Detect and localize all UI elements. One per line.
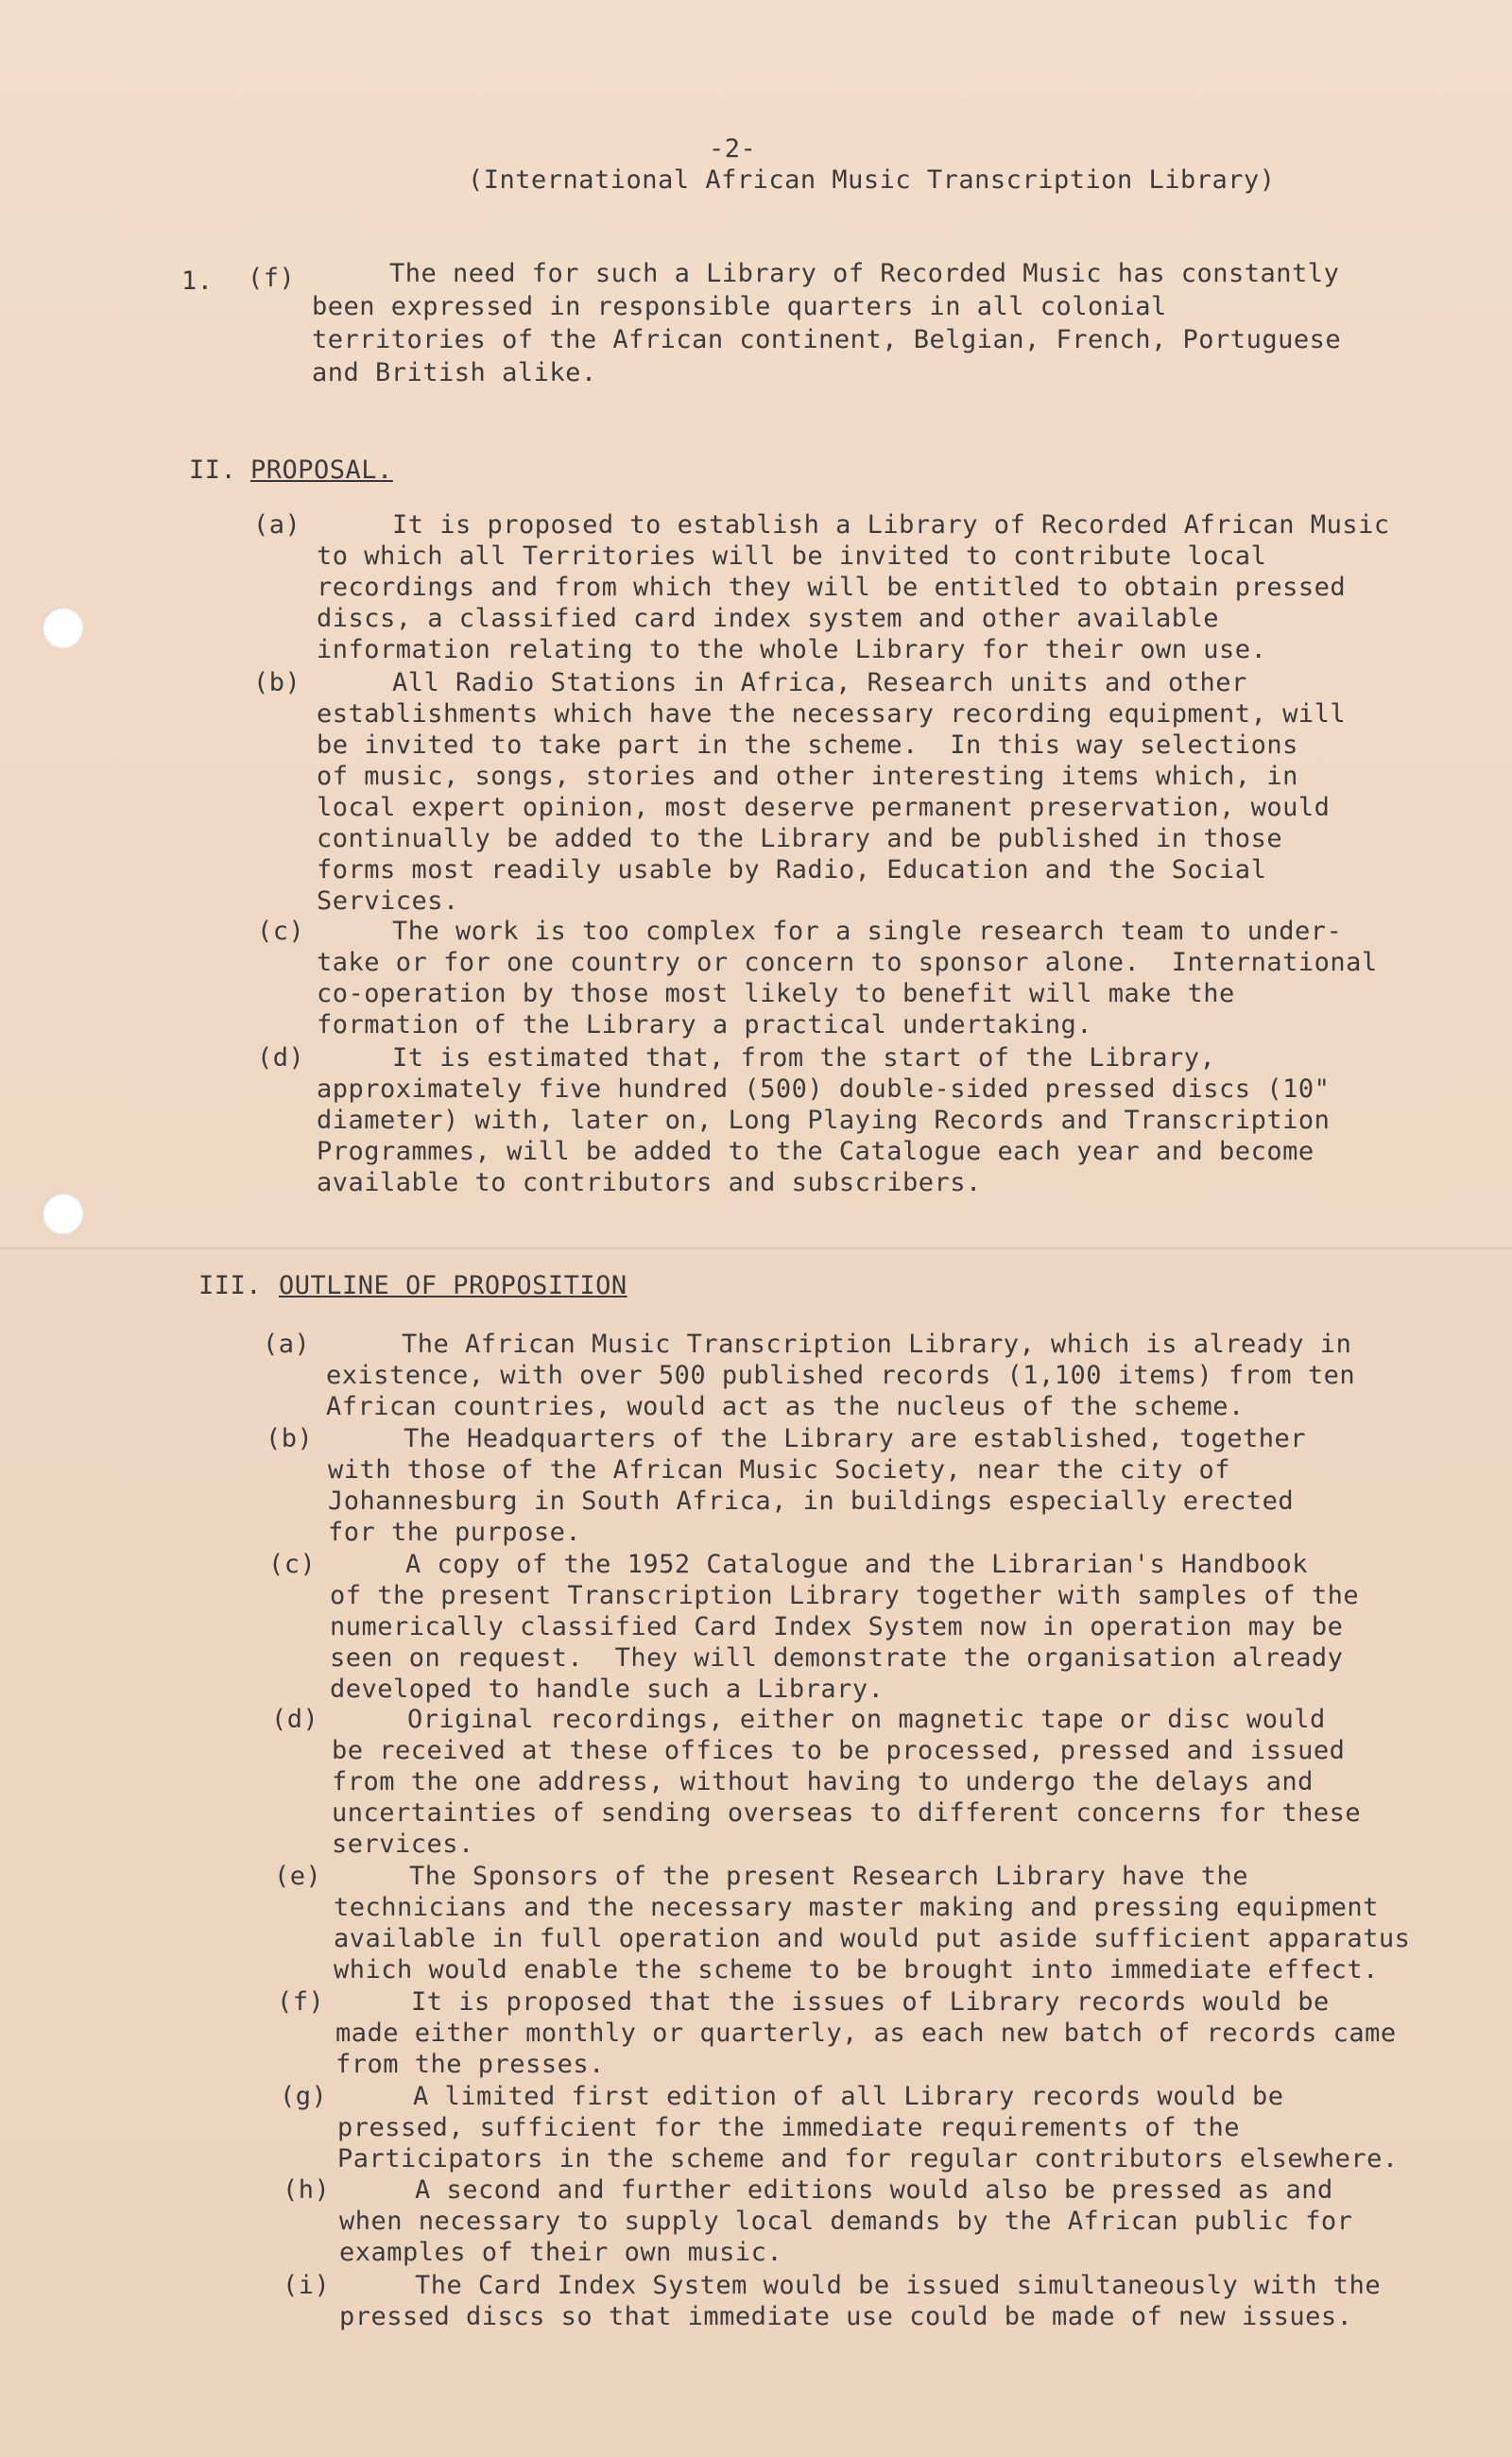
paragraph-line: territories of the African continent, Belgian, French, Portuguese bbox=[312, 325, 1342, 354]
paragraph-line: developed to handle such a Library. bbox=[330, 1675, 885, 1704]
paragraph-line: Programmes, will be added to the Catalogue each year and become bbox=[317, 1137, 1314, 1166]
paragraph-line: The work is too complex for a single research team to under- bbox=[392, 917, 1343, 946]
paragraph-line: It is proposed to establish a Library of Recorded African Music bbox=[392, 510, 1390, 540]
item-label: (a) bbox=[253, 510, 301, 540]
paragraph-line: be received at these offices to be processed, pressed and issued bbox=[332, 1736, 1346, 1765]
item-label: (f) bbox=[248, 264, 296, 293]
item-label: (i) bbox=[283, 2271, 331, 2300]
document-title: (International African Music Transcription Library) bbox=[468, 165, 1276, 195]
paragraph-line: The Card Index System would be issued simultaneously with the bbox=[415, 2271, 1382, 2300]
paragraph-line: numerically classified Card Index System now in operation may be bbox=[330, 1612, 1344, 1641]
paragraph-line: of music, songs, stories and other interesting items which, in bbox=[317, 762, 1298, 791]
paragraph-line: local expert opinion, most deserve permanent preservation, would bbox=[317, 793, 1331, 822]
paragraph-line: with those of the African Music Society, near the city of bbox=[328, 1455, 1231, 1485]
section-number: III. bbox=[198, 1271, 263, 1300]
punch-hole bbox=[42, 607, 83, 648]
paragraph-line: information relating to the whole Library for their own use. bbox=[317, 635, 1267, 664]
paragraph-line: seen on request. They will demonstrate the organisation already bbox=[330, 1643, 1344, 1673]
paragraph-line: Services. bbox=[317, 886, 459, 916]
paragraph-line: Participators in the scheme and for regular contributors elsewhere. bbox=[337, 2144, 1399, 2174]
paragraph-line: A second and further editions would also be pressed as and bbox=[415, 2175, 1333, 2205]
item-label: (h) bbox=[283, 2175, 331, 2205]
paragraph-line: continually be added to the Library and be published in those bbox=[317, 824, 1283, 853]
paragraph-line: for the purpose. bbox=[328, 1518, 582, 1547]
paragraph-line: The African Music Transcription Library, which is already in bbox=[402, 1330, 1352, 1359]
paragraph-line: when necessary to supply local demands by the African public for bbox=[339, 2207, 1353, 2236]
paragraph-line: pressed, sufficient for the immediate requirements of the bbox=[337, 2113, 1241, 2142]
section-heading: PROPOSAL. bbox=[250, 455, 393, 485]
paragraph-line: available in full operation and would put aside sufficient apparatus bbox=[334, 1924, 1411, 1953]
item-label: (f) bbox=[277, 1987, 325, 2017]
paragraph-line: approximately five hundred (500) double-sided pressed discs (10" bbox=[317, 1074, 1331, 1104]
paragraph-line: which would enable the scheme to be brought into immediate effect. bbox=[334, 1955, 1379, 1984]
paragraph-line: examples of their own music. bbox=[339, 2238, 783, 2267]
paragraph-line: All Radio Stations in Africa, Research units and other bbox=[392, 668, 1247, 697]
paragraph-line: available to contributors and subscribers. bbox=[317, 1168, 982, 1197]
paragraph-line: pressed discs so that immediate use could be made of new issues. bbox=[339, 2302, 1353, 2331]
paragraph-line: The Headquarters of the Library are established, together bbox=[404, 1424, 1307, 1453]
paragraph-line: take or for one country or concern to sponsor alone. International bbox=[317, 948, 1378, 977]
item-label: (b) bbox=[266, 1424, 314, 1453]
paragraph-line: The Sponsors of the present Research Library have the bbox=[409, 1862, 1249, 1891]
punch-hole bbox=[42, 1193, 83, 1234]
paragraph-line: It is proposed that the issues of Library records would be bbox=[411, 1987, 1330, 2017]
paragraph-line: A copy of the 1952 Catalogue and the Librarian's Handbook bbox=[405, 1550, 1309, 1579]
paragraph-line: to which all Territories will be invited to contribute local bbox=[317, 541, 1267, 571]
paragraph-line: Original recordings, either on magnetic tape or disc would bbox=[407, 1705, 1326, 1734]
item-label: (d) bbox=[271, 1705, 319, 1734]
item-label: (c) bbox=[257, 917, 305, 946]
paragraph-line: formation of the Library a practical undertaking. bbox=[317, 1010, 1093, 1040]
paragraph-line: African countries, would act as the nucleus of the scheme. bbox=[326, 1392, 1245, 1421]
paragraph-line: co-operation by those most likely to benefit will make the bbox=[317, 979, 1235, 1008]
paragraph-line: It is estimated that, from the start of the Library, bbox=[392, 1043, 1216, 1073]
paragraph-line: discs, a classified card index system and other available bbox=[317, 604, 1220, 633]
paragraph-line: existence, with over 500 published records (1,100 items) from ten bbox=[326, 1361, 1356, 1390]
section-number: 1. bbox=[181, 266, 214, 296]
paragraph-line: be invited to take part in the scheme. In this way selections bbox=[317, 730, 1298, 760]
section-heading: OUTLINE OF PROPOSITION bbox=[279, 1271, 627, 1300]
item-label: (e) bbox=[274, 1862, 322, 1891]
paragraph-line: services. bbox=[332, 1830, 474, 1859]
item-label: (a) bbox=[263, 1330, 311, 1359]
item-label: (b) bbox=[253, 668, 301, 697]
item-label: (c) bbox=[268, 1550, 317, 1579]
paragraph-line: and British alike. bbox=[312, 358, 597, 387]
paragraph-line: establishments which have the necessary recording equipment, will bbox=[317, 699, 1347, 729]
paragraph-line: made either monthly or quarterly, as each new batch of records came bbox=[335, 2019, 1397, 2048]
paragraph-line: technicians and the necessary master making and pressing equipment bbox=[334, 1893, 1379, 1922]
paragraph-line: A limited first edition of all Library records would be bbox=[413, 2082, 1284, 2111]
item-label: (d) bbox=[257, 1043, 305, 1073]
fold-crease bbox=[0, 1247, 1512, 1249]
paragraph-line: forms most readily usable by Radio, Education and the Social bbox=[317, 855, 1267, 885]
paragraph-line: been expressed in responsible quarters in all colonial bbox=[312, 292, 1167, 321]
paragraph-line: from the one address, without having to undergo the delays and bbox=[332, 1767, 1314, 1796]
paragraph-line: from the presses. bbox=[335, 2050, 605, 2079]
paragraph-line: of the present Transcription Library together with samples of the bbox=[330, 1581, 1360, 1610]
paragraph-line: recordings and from which they will be entitled to obtain pressed bbox=[317, 573, 1347, 602]
page-number: -2- bbox=[709, 134, 757, 163]
item-label: (g) bbox=[280, 2082, 328, 2111]
paragraph-line: uncertainties of sending overseas to different concerns for these bbox=[332, 1798, 1362, 1828]
paragraph-line: diameter) with, later on, Long Playing Records and Transcription bbox=[317, 1106, 1331, 1135]
paragraph-line: The need for such a Library of Recorded Music has constantly bbox=[389, 259, 1340, 288]
paragraph-line: Johannesburg in South Africa, in buildings especially erected bbox=[328, 1486, 1295, 1516]
section-number: II. bbox=[189, 455, 237, 485]
